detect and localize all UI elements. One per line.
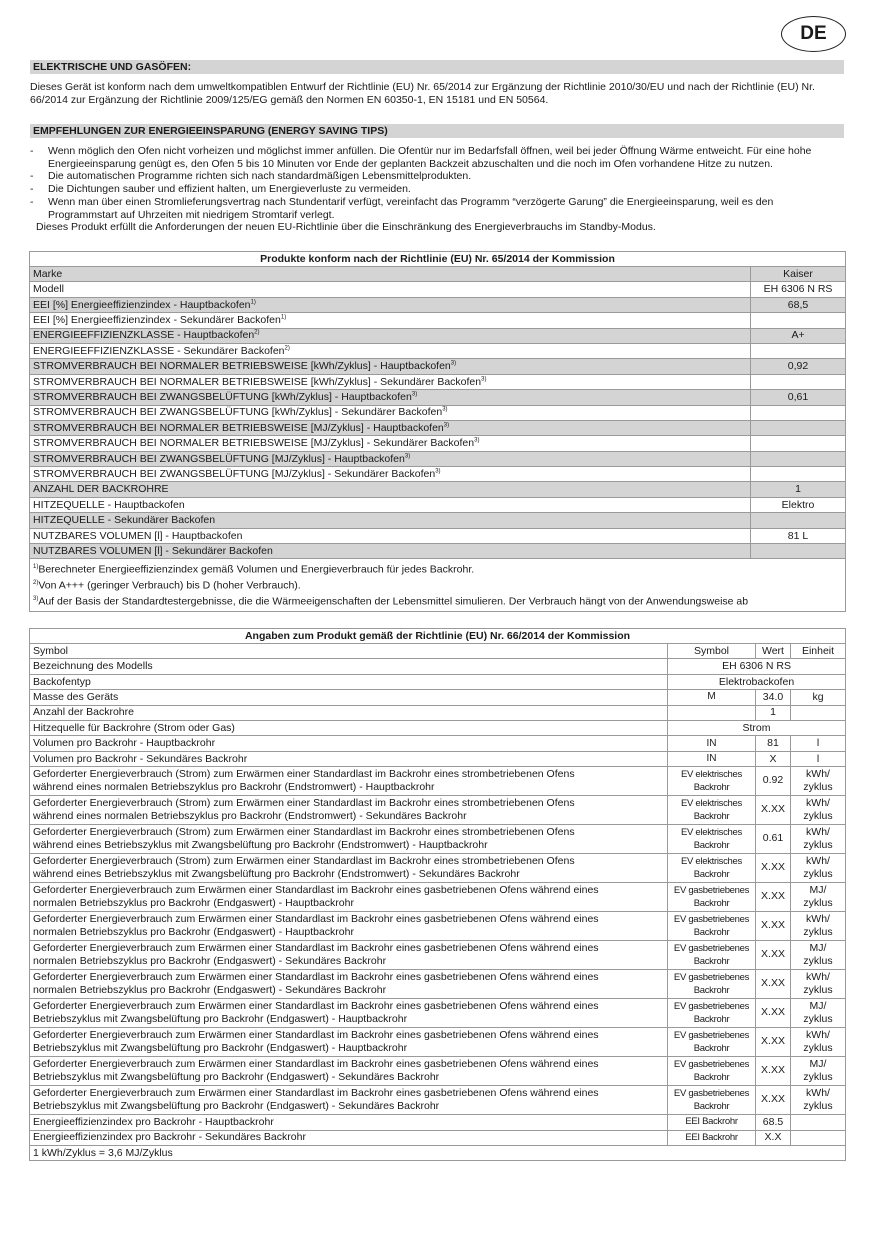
row-value [751, 544, 846, 559]
row-label: STROMVERBRAUCH BEI NORMALER BETRIEBSWEISE [kWh/Zyklus] - Sekundärer Backofen$^{3)}$ [30, 374, 751, 389]
row-value [751, 420, 846, 435]
row-symbol: EV gasbetriebenes Backrohr [668, 912, 756, 941]
row-value: Strom [668, 720, 846, 735]
row-symbol: EV gasbetriebenes Backrohr [668, 1028, 756, 1057]
row-unit: kWh/ zyklus [791, 767, 846, 796]
row-value [751, 374, 846, 389]
table-row [30, 343, 846, 358]
row-label: STROMVERBRAUCH BEI ZWANGSBELÜFTUNG [MJ/Zyklus] - Hauptbackofen$^{3)}$ [30, 451, 751, 466]
row-value: A+ [751, 328, 846, 343]
row-symbol: EV gasbetriebenes Backrohr [668, 970, 756, 999]
row-label: Geforderter Energieverbrauch (Strom) zum Erwärmen einer Standardlast im Backrohr eines strombetriebenen Ofens während eines Betriebszyklus mit Zwangsbelüftung pro Backrohr (Endstromwert) - Hauptbackrohr [30, 825, 668, 854]
row-label: Geforderter Energieverbrauch (Strom) zum Erwärmen einer Standardlast im Backrohr eines strombetriebenen Ofens während eines Betriebszyklus mit Zwangsbelüftung pro Backrohr (Endstromwert) - Sekundäres Backrohr [30, 854, 668, 883]
table-row [30, 297, 846, 312]
row-label: Volumen pro Backrohr - Sekundäres Backrohr [30, 751, 668, 766]
row-symbol: EV gasbetriebenes Backrohr [668, 999, 756, 1028]
row-value: Kaiser [751, 267, 846, 282]
row-label: HITZEQUELLE - Sekundärer Backofen [30, 513, 751, 528]
row-value: X.XX [756, 854, 791, 883]
row-unit: kWh/ zyklus [791, 970, 846, 999]
row-value: X.XX [756, 1057, 791, 1086]
standby-note: Dieses Produkt erfüllt die Anforderungen der neuen EU-Richtlinie über die Einschränkung des Energieverbrauchs im Standby-Modus. [36, 221, 656, 234]
row-unit [791, 1115, 846, 1130]
header-label: Symbol [30, 644, 668, 659]
footnote-ref: 3) [442, 406, 448, 413]
row-value: X.XX [756, 1028, 791, 1057]
header-value: Wert [756, 644, 791, 659]
tip-item: - Wenn man über einen Stromlieferungsvertrag nach Stundentarif verfügt, vereinfacht das Programm “verzögerte Garung” die Energieeinsparung, weil es den Programmstart auf Uhrzeiten mit niedrigem Stromtarif verlegt. [30, 196, 845, 221]
table-row [30, 282, 846, 297]
row-value [751, 451, 846, 466]
table-row [30, 970, 846, 999]
row-label: Hitzequelle für Backrohre (Strom oder Gas) [30, 720, 668, 735]
row-value [751, 343, 846, 358]
row-unit: kWh/ zyklus [791, 912, 846, 941]
row-label: Volumen pro Backrohr - Hauptbackrohr [30, 736, 668, 751]
table-row [30, 267, 846, 282]
tip-item: - Die Dichtungen sauber und effizient halten, um Energieverluste zu vermeiden. [30, 183, 845, 196]
row-symbol [668, 705, 756, 720]
row-label: Backofentyp [30, 674, 668, 689]
row-unit: MJ/ zyklus [791, 999, 846, 1028]
footnote-ref: 3) [411, 391, 418, 398]
table-title: Produkte konform nach der Richtlinie (EU) Nr. 65/2014 der Kommission [30, 252, 846, 267]
table-row [30, 1028, 846, 1057]
table-row [30, 1086, 846, 1115]
table-row [30, 313, 846, 328]
row-value: X.XX [756, 796, 791, 825]
tip-text: Die Dichtungen sauber und effizient halten, um Energieverluste zu vermeiden. [48, 183, 411, 196]
tip-text: Wenn möglich den Ofen nicht vorheizen und möglichst immer anfüllen. Die Ofentür nur im Bedarfsfall öffnen, weil bei jeder Öffnung Wärme entweicht. Für eine hohe Energieeinsparung genügt es, den Ofen 5 bis 10 Minuten vor Ende der geplanten Backzeit abzuschalten und die noch im Ofen vorhandene Hitze zu nutzen. [48, 145, 812, 170]
row-value: X.XX [756, 883, 791, 912]
row-label: ENERGIEEFFIZIENZKLASSE - Sekundärer Backofen$^{2)}$ [30, 343, 751, 358]
row-value: 1 [751, 482, 846, 497]
tip-text: Die automatischen Programme richten sich nach standardmäßigen Lebensmittelprodukten. [48, 170, 472, 183]
row-label: EEI [%] Energieeffizienzindex - Hauptbackofen$^{1)}$ [30, 297, 751, 312]
table-row [30, 854, 846, 883]
energy-saving-tips-list [30, 145, 845, 234]
row-value [751, 436, 846, 451]
row-label: NUTZBARES VOLUMEN [l] - Sekundärer Backofen [30, 544, 751, 559]
row-label: STROMVERBRAUCH BEI NORMALER BETRIEBSWEISE [MJ/Zyklus] - Hauptbackofen$^{3)}$ [30, 420, 751, 435]
table-row [30, 690, 846, 705]
row-value [751, 513, 846, 528]
table-row [30, 528, 846, 543]
row-value: 34.0 [756, 690, 791, 705]
row-label: NUTZBARES VOLUMEN [l] - Hauptbackofen [30, 528, 751, 543]
row-value: 0,61 [751, 390, 846, 405]
row-label: Geforderter Energieverbrauch zum Erwärmen einer Standardlast im Backrohr eines gasbetriebenen Ofens während eines Betriebszyklus mit Zwangsbelüftung pro Backrohr (Endgaswert) - Hauptbackrohr [30, 999, 668, 1028]
table-row [30, 941, 846, 970]
footnote-ref: 3) [450, 360, 457, 367]
row-label: Geforderter Energieverbrauch zum Erwärmen einer Standardlast im Backrohr eines gasbetriebenen Ofens während eines normalen Betriebszyklus pro Backrohr (Endgaswert) - Hauptbackrohr [30, 883, 668, 912]
row-unit: MJ/ zyklus [791, 883, 846, 912]
row-value: X.XX [756, 1086, 791, 1115]
row-label: STROMVERBRAUCH BEI ZWANGSBELÜFTUNG [MJ/Zyklus] - Sekundärer Backofen$^{3)}$ [30, 467, 751, 482]
table-row [30, 482, 846, 497]
row-value: Elektrobackofen [668, 674, 846, 689]
product-information-table-66-2014 [29, 628, 846, 1161]
table-row [30, 1130, 846, 1145]
footnote-ref: 1) [280, 314, 287, 321]
table-row [30, 513, 846, 528]
row-label: Modell [30, 282, 751, 297]
row-symbol: EEI Backrohr [668, 1115, 756, 1130]
row-value: X [756, 751, 791, 766]
row-label: Energieeffizienzindex pro Backrohr - Hauptbackrohr [30, 1115, 668, 1130]
section-title-electric-gas-ovens: ELEKTRISCHE UND GASÖFEN: [30, 60, 844, 74]
row-label: Geforderter Energieverbrauch (Strom) zum Erwärmen einer Standardlast im Backrohr eines strombetriebenen Ofens während eines normalen Betriebszyklus pro Backrohr (Endstromwert) - Sekundäres Backrohr [30, 796, 668, 825]
footnote: $^{1)}$Berechneter Energieeffizienzindex gemäß Volumen und Energieverbrauch für jedes Backrohr. [33, 563, 475, 576]
row-unit: kWh/ zyklus [791, 854, 846, 883]
table-row [30, 736, 846, 751]
footnote-ref: 2) [254, 329, 260, 336]
table-row [30, 767, 846, 796]
row-unit: l [791, 751, 846, 766]
row-symbol: IN [668, 751, 756, 766]
table-row [30, 674, 846, 689]
footnote: $^{3)}$Auf der Basis der Standardtestergebnisse, die die Wärmeeigenschaften der Lebensmittel simulieren. Der Verbrauch hängt von der Anwendungsweise ab [33, 595, 749, 608]
footnote-ref: 3) [443, 422, 450, 429]
footnote-ref: 1) [250, 299, 256, 306]
row-label: Geforderter Energieverbrauch zum Erwärmen einer Standardlast im Backrohr eines gasbetriebenen Ofens während eines Betriebszyklus mit Zwangsbelüftung pro Backrohr (Endgaswert) - Hauptbackrohr [30, 1028, 668, 1057]
row-label: Geforderter Energieverbrauch zum Erwärmen einer Standardlast im Backrohr eines gasbetriebenen Ofens während eines Betriebszyklus mit Zwangsbelüftung pro Backrohr (Endgaswert) - Sekundäres Backrohr [30, 1057, 668, 1086]
table-row [30, 374, 846, 389]
table-row [30, 436, 846, 451]
footnotes [30, 559, 846, 611]
footnote-ref: 3) [481, 376, 487, 383]
row-label: Bezeichnung des Modells [30, 659, 668, 674]
row-symbol: M [668, 690, 756, 705]
row-value: 0.61 [756, 825, 791, 854]
row-label: Energieeffizienzindex pro Backrohr - Sekundäres Backrohr [30, 1130, 668, 1145]
row-label: EEI [%] Energieeffizienzindex - Sekundärer Backofen$^{1)}$ [30, 313, 751, 328]
row-value: X.XX [756, 941, 791, 970]
table-title: Angaben zum Produkt gemäß der Richtlinie (EU) Nr. 66/2014 der Kommission [30, 629, 846, 644]
row-unit: MJ/ zyklus [791, 941, 846, 970]
table-row [30, 912, 846, 941]
row-label: Geforderter Energieverbrauch zum Erwärmen einer Standardlast im Backrohr eines gasbetriebenen Ofens während eines normalen Betriebszyklus pro Backrohr (Endgaswert) - Hauptbackrohr [30, 912, 668, 941]
table-row [30, 359, 846, 374]
row-label: Anzahl der Backrohre [30, 705, 668, 720]
row-label: STROMVERBRAUCH BEI NORMALER BETRIEBSWEISE [kWh/Zyklus] - Hauptbackofen$^{3)}$ [30, 359, 751, 374]
row-value: EH 6306 N RS [668, 659, 846, 674]
row-label: Marke [30, 267, 751, 282]
row-label: ANZAHL DER BACKROHRE [30, 482, 751, 497]
conformity-paragraph: Dieses Gerät ist konform nach dem umweltkompatiblen Entwurf der Richtlinie (EU) Nr. 65/2014 zur Ergänzung der Richtlinie 2010/30/EU und nach der Richtlinie (EU) Nr. 66/2014 zur Ergänzung der Richtlinie 2009/125/EG gemäß den Normen EN 60350-1, EN 15181 und EN 50564. [30, 81, 815, 106]
row-value: Elektro [751, 497, 846, 512]
row-label: Masse des Geräts [30, 690, 668, 705]
tip-item: - Wenn möglich den Ofen nicht vorheizen und möglichst immer anfüllen. Die Ofentür nur im Bedarfsfall öffnen, weil bei jeder Öffnung Wärme entweicht. Für eine hohe Energieeinsparung genügt es, den Ofen 5 bis 10 Minuten vor Ende der geplanten Backzeit abzuschalten und die noch im Ofen vorhandene Hitze zu nutzen. [30, 145, 845, 170]
table-row [30, 1145, 846, 1160]
table-row [30, 751, 846, 766]
header-symbol: Symbol [668, 644, 756, 659]
row-symbol: IN [668, 736, 756, 751]
row-symbol: EV elektrisches Backrohr [668, 825, 756, 854]
row-value: X.XX [756, 912, 791, 941]
table-row [30, 659, 846, 674]
product-conformity-table-65-2014 [29, 251, 846, 612]
row-label: ENERGIEEFFIZIENZKLASSE - Hauptbackofen$^{2)}$ [30, 328, 751, 343]
table-row [30, 883, 846, 912]
row-symbol: EV elektrisches Backrohr [668, 796, 756, 825]
header-unit: Einheit [791, 644, 846, 659]
row-label: Geforderter Energieverbrauch zum Erwärmen einer Standardlast im Backrohr eines gasbetriebenen Ofens während eines normalen Betriebszyklus pro Backrohr (Endgaswert) - Sekundäres Backrohr [30, 970, 668, 999]
table-row [30, 328, 846, 343]
row-symbol: EV gasbetriebenes Backrohr [668, 883, 756, 912]
row-value [751, 467, 846, 482]
table-row [30, 451, 846, 466]
language-badge: DE [781, 16, 846, 52]
table-row [30, 467, 846, 482]
tip-item: - Die automatischen Programme richten sich nach standardmäßigen Lebensmittelprodukten. [30, 170, 845, 183]
row-symbol: EV elektrisches Backrohr [668, 854, 756, 883]
row-value [751, 313, 846, 328]
row-label: HITZEQUELLE - Hauptbackofen [30, 497, 751, 512]
table-row [30, 390, 846, 405]
row-unit [791, 1130, 846, 1145]
table-row [30, 796, 846, 825]
row-unit: kWh/ zyklus [791, 796, 846, 825]
footnote-ref: 2) [284, 345, 290, 352]
table-row [30, 705, 846, 720]
table-row [30, 720, 846, 735]
row-value: 1 [756, 705, 791, 720]
row-value [751, 405, 846, 420]
table-row [30, 1115, 846, 1130]
row-symbol: EV elektrisches Backrohr [668, 767, 756, 796]
table-row [30, 420, 846, 435]
tip-text: Wenn man über einen Stromlieferungsvertrag nach Stundentarif verfügt, vereinfacht das Programm “verzögerte Garung” die Energieeinsparung, weil es den Programmstart auf Uhrzeiten mit niedrigem Stromtarif verlegt. [48, 195, 774, 221]
row-value: X.X [756, 1130, 791, 1145]
footnote-ref: 3) [435, 468, 441, 475]
table-row [30, 999, 846, 1028]
footnotes-row [30, 559, 846, 611]
table-row [30, 497, 846, 512]
row-value: X.XX [756, 999, 791, 1028]
row-label: STROMVERBRAUCH BEI ZWANGSBELÜFTUNG [kWh/Zyklus] - Sekundärer Backofen$^{3)}$ [30, 405, 751, 420]
table-row [30, 825, 846, 854]
row-value: EH 6306 N RS [751, 282, 846, 297]
row-symbol: EV gasbetriebenes Backrohr [668, 941, 756, 970]
row-symbol: EV gasbetriebenes Backrohr [668, 1057, 756, 1086]
row-value: 81 [756, 736, 791, 751]
row-symbol: EV gasbetriebenes Backrohr [668, 1086, 756, 1115]
row-value: X.XX [756, 970, 791, 999]
row-value: 81 L [751, 528, 846, 543]
row-label: Geforderter Energieverbrauch zum Erwärmen einer Standardlast im Backrohr eines gasbetriebenen Ofens während eines Betriebszyklus mit Zwangsbelüftung pro Backrohr (Endgaswert) - Sekundäres Backrohr [30, 1086, 668, 1115]
row-label: STROMVERBRAUCH BEI ZWANGSBELÜFTUNG [kWh/Zyklus] - Hauptbackofen$^{3)}$ [30, 390, 751, 405]
row-unit: kg [791, 690, 846, 705]
row-value: 0.92 [756, 767, 791, 796]
row-unit [791, 705, 846, 720]
footnote: $^{2)}$Von A+++ (geringer Verbrauch) bis D (hoher Verbrauch). [33, 579, 301, 592]
table-row [30, 644, 846, 659]
row-label: Geforderter Energieverbrauch (Strom) zum Erwärmen einer Standardlast im Backrohr eines strombetriebenen Ofens während eines normalen Betriebszyklus pro Backrohr (Endstromwert) - Hauptbackrohr [30, 767, 668, 796]
row-unit: kWh/ zyklus [791, 1086, 846, 1115]
row-unit: kWh/ zyklus [791, 1028, 846, 1057]
table-row [30, 1057, 846, 1086]
footnote-ref: 3) [474, 437, 480, 444]
section-title-energy-saving-tips: EMPFEHLUNGEN ZUR ENERGIEEINSPARUNG (ENERGY SAVING TIPS) [30, 124, 844, 138]
row-label: STROMVERBRAUCH BEI NORMALER BETRIEBSWEISE [MJ/Zyklus] - Sekundärer Backofen$^{3)}$ [30, 436, 751, 451]
row-label: Geforderter Energieverbrauch zum Erwärmen einer Standardlast im Backrohr eines gasbetriebenen Ofens während eines normalen Betriebszyklus pro Backrohr (Endgaswert) - Sekundäres Backrohr [30, 941, 668, 970]
row-value: 68,5 [751, 297, 846, 312]
conversion-note: 1 kWh/Zyklus = 3,6 MJ/Zyklus [30, 1145, 846, 1160]
row-unit: kWh/ zyklus [791, 825, 846, 854]
row-value: 0,92 [751, 359, 846, 374]
row-unit: MJ/ zyklus [791, 1057, 846, 1086]
table-row [30, 405, 846, 420]
table-row [30, 544, 846, 559]
row-value: 68.5 [756, 1115, 791, 1130]
row-symbol: EEI Backrohr [668, 1130, 756, 1145]
footnote-ref: 3) [404, 453, 411, 460]
row-unit: l [791, 736, 846, 751]
